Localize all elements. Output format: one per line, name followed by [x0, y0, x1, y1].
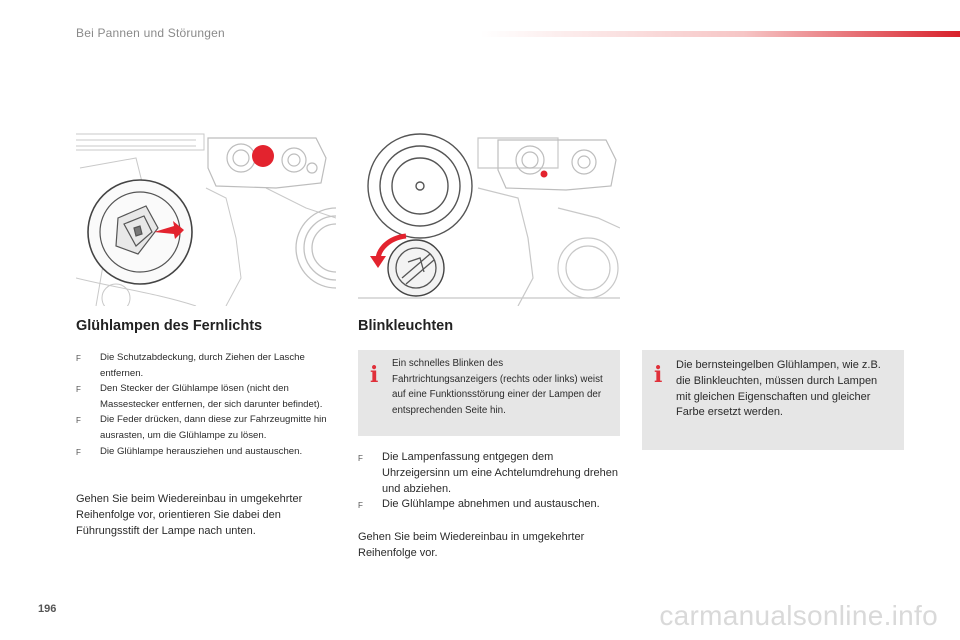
header-accent-bar — [480, 31, 960, 37]
amber-bulb-info-text: Die bernsteingelben Glühlampen, wie z.B. die Blinkleuchten, müssen durch Lampen mit gleichen Eigenschaften und gleicher Farbe ersetzt werden. — [676, 359, 881, 419]
indicator-info-text: Ein schnelles Blinken des Fahrtrichtungsanzeigers (rechts oder links) weist auf eine Funktionsstörung einer der Lampen der entsprechenden Seite hin. — [392, 358, 603, 416]
high-beam-steps — [76, 350, 334, 459]
step-marker-icon: F — [76, 385, 81, 395]
step-marker-icon: F — [358, 454, 363, 463]
section-header: Bei Pannen und Störungen — [76, 26, 225, 40]
info-icon: i — [370, 362, 379, 388]
indicator-info-box — [358, 350, 620, 436]
indicator-reassembly: Gehen Sie beim Wiedereinbau in umgekehrter Reihenfolge vor. — [358, 531, 585, 559]
list-item: F Die Glühlampe herausziehen und austauschen. — [76, 444, 334, 460]
list-item: F Die Schutzabdeckung, durch Ziehen der Lasche entfernen. — [76, 352, 305, 379]
step-marker-icon: F — [76, 416, 81, 426]
list-item: F Die Feder drücken, dann diese zur Fahrzeugmitte hin ausrasten, um die Glühlampe zu lösen. — [76, 414, 327, 441]
step-marker-icon: F — [358, 501, 363, 511]
watermark: carmanualsonline.info — [659, 600, 938, 631]
list-item: F Die Lampenfassung entgegen dem Uhrzeigersinn um eine Achtelumdrehung drehen und abziehen. — [358, 451, 619, 495]
step-marker-icon: F — [76, 354, 81, 363]
list-item: F Den Stecker der Glühlampe lösen (nicht den Massestecker entfernen, der sich darunter befindet). — [76, 383, 323, 410]
indicator-steps — [358, 450, 620, 513]
step-marker-icon: F — [76, 447, 81, 457]
amber-bulb-info-box — [642, 350, 904, 450]
high-beam-title: Glühlampen des Fernlichts — [76, 318, 263, 334]
list-item: F Die Glühlampe abnehmen und austauschen. — [358, 497, 620, 513]
info-icon: i — [654, 362, 663, 388]
indicators-title: Blinkleuchten — [358, 318, 454, 334]
high-beam-illustration — [76, 128, 336, 306]
high-beam-reassembly: Gehen Sie beim Wiedereinbau in umgekehrter Reihenfolge vor, orientieren Sie dabei den Führungsstift der Lampe nach unten. — [76, 493, 303, 537]
indicator-illustration — [358, 128, 620, 306]
page-number: 196 — [38, 603, 57, 615]
